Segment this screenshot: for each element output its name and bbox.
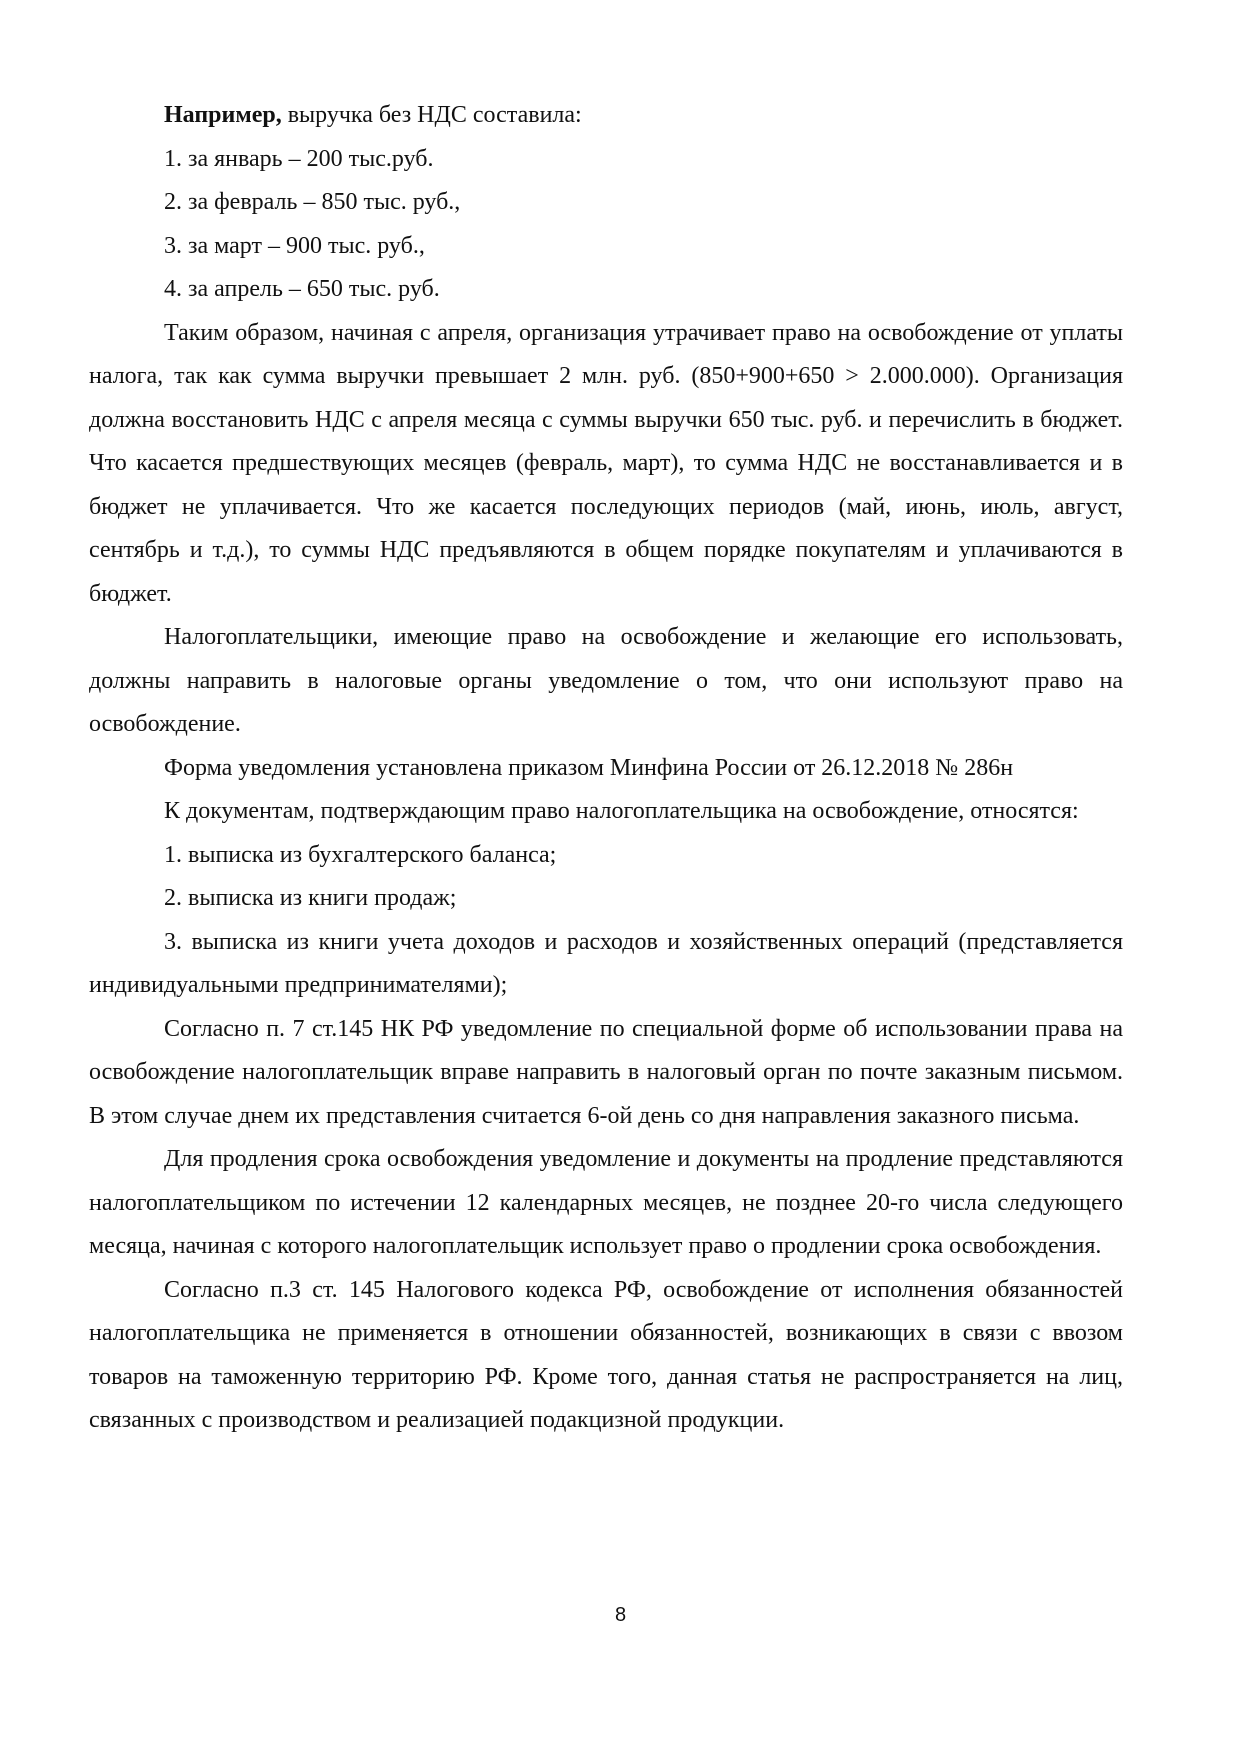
paragraph-mail: Согласно п. 7 ст.145 НК РФ уведомление по специальной форме об использовании права на освобождение налогоплательщик вправе направить в налоговый орган по почте заказным письмом. В этом случае днем их представления считается 6-ой день со дня направления заказного письма. — [89, 1015, 1123, 1129]
example-label: Например, — [164, 102, 282, 128]
documents-list-item-income-book: 3. выписка из книги учета доходов и расходов и хозяйственных операций (представляется индивидуальными предпринимателями); — [89, 928, 1123, 998]
paragraph-extension: Для продления срока освобождения уведомление и документы на продление представляются налогоплательщиком по истечении 12 календарных месяцев, не позднее 20-го числа следующего месяца, начиная с которого налогоплательщик использует право о продлении срока освобождения. — [89, 1146, 1123, 1259]
revenue-list-item-april: 4. за апрель – 650 тыс. руб. — [164, 276, 440, 302]
documents-list-item-sales-book: 2. выписка из книги продаж; — [164, 885, 457, 911]
paragraph-form: Форма уведомления установлена приказом Минфина России от 26.12.2018 № 286н — [164, 754, 1014, 781]
revenue-list-item-february: 2. за февраль – 850 тыс. руб., — [164, 189, 461, 215]
paragraph-loss-of-right: Таким образом, начиная с апреля, организация утрачивает право на освобождение от уплаты налога, так как сумма выручки превышает 2 млн. руб. (850+900+650 > 2.000.000). Организация должна восстановить НДС с апреля месяца с суммы выручки 650 тыс. руб. и перечислить в бюджет. Что касается предшествующих месяцев (февраль, март), то сумма НДС не восстанавливается и в бюджет не уплачивается. Что же касается последующих периодов (май, июнь, июль, август, сентябрь и т.д.), то суммы НДС предъявляются в общем порядке покупателям и уплачиваются в бюджет. — [89, 319, 1123, 607]
example-intro-paragraph — [89, 94, 1123, 138]
paragraph-exceptions: Согласно п.3 ст. 145 Налогового кодекса РФ, освобождение от исполнения обязанностей налогоплательщика не применяется в отношении обязанностей, возникающих в связи с ввозом товаров на таможенную территорию РФ. Кроме того, данная статья не распространяется на лиц, связанных с производством и реализацией подакцизной продукции. — [89, 1276, 1123, 1433]
example-intro-text: выручка без НДС составила: — [281, 102, 582, 128]
revenue-list-item-march: 3. за март – 900 тыс. руб., — [164, 232, 425, 259]
paragraph-documents-intro: К документам, подтверждающим право налогоплательщика на освобождение, относятся: — [164, 798, 1079, 824]
paragraph-notification: Налогоплательщики, имеющие право на освобождение и желающие его использовать, должны направить в налоговые органы уведомление о том, что они используют право на освобождение. — [89, 624, 1123, 737]
documents-list-item-balance: 1. выписка из бухгалтерского баланса; — [164, 841, 557, 868]
revenue-list-item-january: 1. за январь – 200 тыс.руб. — [164, 145, 434, 172]
document-body — [89, 94, 1123, 1443]
page-number: 8 — [614, 1604, 627, 1626]
